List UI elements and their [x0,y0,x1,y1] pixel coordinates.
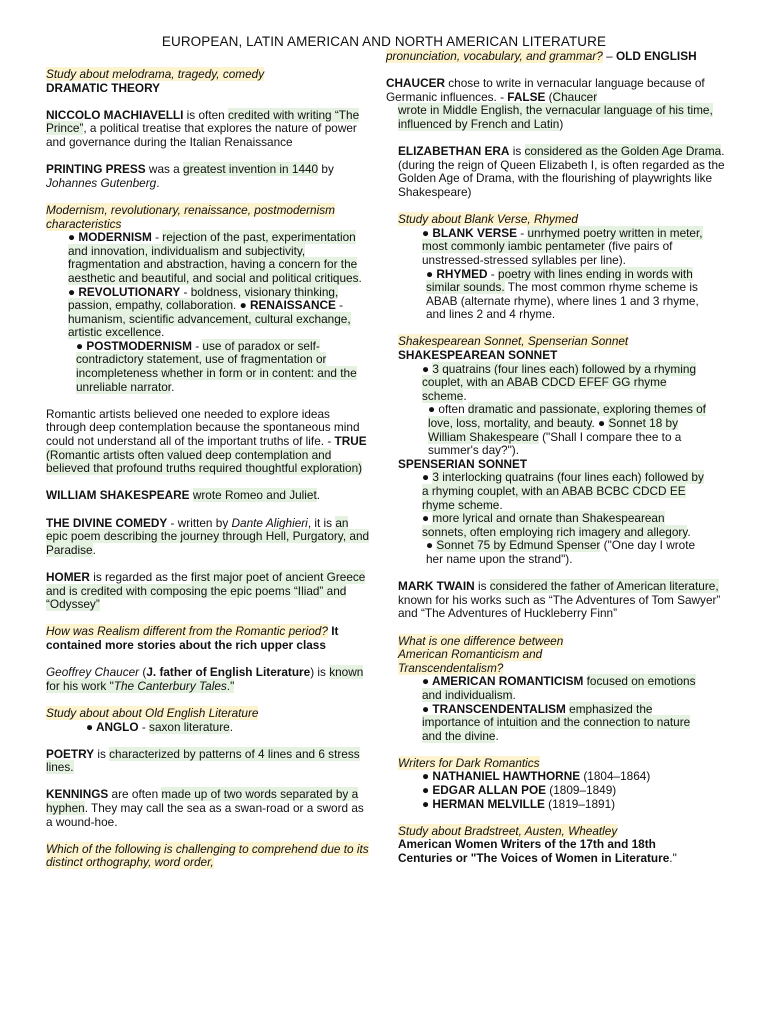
text: ) [559,116,564,131]
term: ● BLANK VERSE [422,225,517,240]
text: . They may call the sea as a swan-road or a sword as a wound-hoe. [46,801,364,829]
note-dark-romantics [386,757,726,811]
highlight: rejection of the past, experimentation and innovation, individualism and subjectivity, fragmentation and abstraction, having a concern for the aesthetic and beautiful, and social and political critiques [68,230,359,285]
list-item [398,798,726,812]
term: ● REVOLUTIONARY [68,284,181,299]
highlight: wrote Romeo and Juliet [192,488,317,503]
author-name: ● EDGAR ALLAN POE [422,783,547,798]
note-chaucer [46,666,370,693]
note-romantic-artists [46,408,370,476]
highlight: made up of two words separated by a hyphen [46,787,359,816]
text: . [92,542,96,557]
text: ." [226,678,235,693]
highlight: poetry with lines ending in words with similar sounds. [426,266,693,295]
term: ● POSTMODERNISM [76,338,192,353]
note-kennings [46,788,370,829]
text: ● [422,361,433,376]
highlight: credited with writing “The Prince” [46,107,360,136]
text: ( [139,665,147,680]
bullet-spenserian-example [398,539,726,566]
term: THE DIVINE COMEDY [46,515,168,530]
text: is [509,144,525,159]
text: - [151,230,163,245]
study-question: Study about about Old English Literature [46,705,259,720]
study-question: Writers for Dark Romantics [398,755,540,770]
note-old-english-answer [386,50,726,64]
text: . [463,388,467,403]
work-title: The Canterbury Tales [113,678,227,693]
note-machiavelli [46,109,370,150]
study-question: Shakespearean Sonnet, Spenserian Sonnet [398,334,629,349]
text: is [94,746,110,761]
highlight: focused on emotions and individualism [422,674,696,702]
bullet-revolutionary [46,286,370,340]
answer: TRUE [334,434,367,449]
bullet-rhymed [398,268,726,322]
study-question: pronunciation, vocabulary, and grammar? [386,49,603,63]
highlight: an epic poem describing the journey through Hell, Purgatory, and Paradise [46,515,370,557]
text: chose to write in vernacular language because of Germanic influences. - [386,76,705,104]
note-shakespeare [46,489,370,503]
highlight: use of paradox or self-contradictory statement, use of fragmentation or incompleteness whether in form or in content: and the unreliable narrator [76,338,357,394]
study-question: How was Realism different from the Romantic period? [46,624,328,639]
term: KENNINGS [46,787,109,802]
text: - written by [167,515,232,530]
term: ELIZABETHAN ERA [398,144,510,159]
author-dates: (1809–1849) [546,783,617,798]
answer: It contained more stories about the rich upper class [46,624,339,652]
note-printing-press [46,163,370,190]
author-name: Dante Alighieri [231,515,308,530]
text: . [316,488,321,503]
note-dramatic-theory [46,68,370,95]
bullet-anglo [46,721,370,735]
term: HOMER [46,569,90,584]
text: Romantic artists believed one needed to explore ideas through deep contemplation because the spontaneous mind could not understand all of the important truths of life. - [46,406,360,449]
text: - [516,225,528,240]
note-chaucer-vernacular [386,77,726,131]
text: is [474,579,490,594]
study-question: Study about Blank Verse, Rhymed [398,212,578,227]
text: . [499,497,503,512]
text: ● [422,511,433,526]
text: , it is [307,515,336,530]
term: MARK TWAIN [398,579,475,594]
note-homer [46,571,370,612]
text: . [495,728,499,743]
text: - [138,719,150,734]
bullet-spenserian-form [398,471,726,512]
note-american-romanticism [386,635,726,744]
answer: American Women Writers of the 17th and 18th Centuries or "The Voices of Women in Literature [398,837,670,866]
bullet-spenserian-style [398,512,726,539]
highlight: (Romantic artists often valued deep contemplation and believed that profound truths required thoughtful exploration) [46,447,363,476]
bullet-shakespearean-form [398,363,726,404]
bullet-transcendentalism [398,703,726,744]
text: ● often [428,402,468,417]
text: . (during the reign of Queen Elizabeth I, is often regarded as the Golden Age of Drama, with the flourishing of playwrights like Shakespeare) [398,144,725,199]
answer: SHAKESPEAREAN SONNET [398,348,558,363]
note-sonnets [386,335,726,457]
highlight: Sonnet 75 by Edmund Spenser [436,538,601,553]
text: ("One day I wrote her name upon the strand"). [426,538,696,566]
study-question: Modernism, revolutionary, renaissance, postmodernism characteristics [46,202,335,231]
note-movements [46,204,370,394]
term: ● MODERNISM [68,230,152,245]
term: SPENSERIAN SONNET [398,456,528,471]
list-item [398,784,726,798]
note-verse [386,213,726,322]
text: - [335,298,344,313]
highlight: greatest invention in 1440 [183,162,319,177]
highlight: humanism, scientific advancement, cultural exchange, artistic excellence [68,311,351,340]
text: . [512,687,516,702]
text: The most common rhyme scheme is ABAB (alternate rhyme), where lines 1 and 3 rhyme, and lines 2 and 4 rhyme. [426,280,699,322]
answer: OLD ENGLISH [615,49,697,63]
highlight: unrhymed poetry written in meter, most commonly iambic pentameter [422,225,703,254]
highlight: Chaucer [552,89,598,104]
bullet-modernism [46,231,370,285]
text: – [602,49,616,63]
highlight: dramatic and passionate, exploring themes of love, loss, mortality, and beauty [428,402,706,431]
text: ● [426,538,437,553]
author-name: Geoffrey Chaucer [46,665,140,680]
bullet-american-romanticism [398,675,726,702]
note-poetry [46,748,370,775]
bullet-blank-verse [398,227,726,268]
author-name: ● HERMAN MELVILLE [422,796,545,811]
text: (five pairs of unstressed-stressed syllables per line). [422,239,673,267]
term: CHAUCER [386,76,445,91]
highlight: considered the father of American literature, [489,579,719,594]
text: known for his work " [46,665,364,693]
text: . [156,175,160,190]
answer: FALSE [507,89,546,104]
term: ● ANGLO [86,719,139,734]
text: . [687,524,691,539]
list-item [398,770,726,784]
highlight: saxon literature [149,719,230,734]
note-divine-comedy [46,517,370,558]
text: known for his works such as “The Adventures of Tom Sawyer” and “The Adventures of Huckleberry Finn” [398,592,721,621]
text: ." [669,851,677,866]
text: by [318,162,334,177]
term: ● AMERICAN ROMANTICISM [422,674,584,689]
text: is regarded as the [89,569,191,584]
text: . ● [591,416,609,431]
note-spenserian [386,458,726,567]
text: . ● [233,298,251,313]
text: are often [108,787,162,802]
highlight: 3 quatrains (four lines each) followed by a rhyming couplet, with an ABAB CDCD EFEF GG rhyme scheme [422,361,697,403]
term: J. father of English Literature [146,665,311,680]
note-mark-twain [386,580,726,621]
highlight: emphasized the importance of intuition and the connection to nature and the divine [422,701,691,743]
highlight: 3 interlocking quatrains (four lines each) followed by a rhyming couplet, with an ABAB BCBC CDCD EE rhyme scheme [422,470,704,512]
author-name: Johannes Gutenberg [46,175,157,190]
term: NICCOLO MACHIAVELLI [46,107,184,122]
page-title: EUROPEAN, LATIN AMERICAN AND NORTH AMERICAN LITERATURE [161,34,607,49]
note-women-writers [386,825,726,866]
highlight: wrote in Middle English, the vernacular language of his time, influenced by French and Latin [398,103,713,131]
text: . [358,270,362,285]
text: - [191,338,203,353]
text: was a [145,162,184,177]
bullet-shakespearean-themes [398,403,726,457]
text: ( [545,89,553,104]
highlight: Sonnet 18 by William Shakespeare [428,416,678,444]
text: . [229,719,233,734]
study-question: What is one difference between American Romanticism and Transcendentalism? [398,633,564,675]
term: ● RHYMED [426,266,488,281]
text: - [487,266,499,281]
note-elizabethan [386,145,726,199]
highlight: more lyrical and ornate than Shakespearean sonnets, often employing rich imagery and allegory [422,511,688,539]
text: ("Shall I compare thee to a summer's day?"). [428,429,682,458]
term: RENAISSANCE [250,298,336,313]
highlight: first major poet of ancient Greece and is credited with composing the epic poems “Iliad” and “Odyssey” [46,569,366,612]
text: . [171,379,175,394]
text: - [180,284,191,299]
study-question: Study about melodrama, tragedy, comedy [46,67,265,81]
note-orthography-question [46,843,370,870]
note-old-english [46,707,370,734]
text: . [161,325,165,340]
answer: DRAMATIC THEORY [46,80,161,95]
term: PRINTING PRESS [46,162,146,177]
text: , a political treatise that explores the nature of power and governance during the Italian Renaissance [46,121,357,149]
author-dates: (1819–1891) [544,796,616,811]
text: ● [422,470,433,485]
term: WILLIAM SHAKESPEARE [46,488,190,503]
author-name: ● NATHANIEL HAWTHORNE [422,769,581,784]
text: ) is [310,665,330,680]
term: ● TRANSCENDENTALISM [422,701,566,716]
highlight: characterized by patterns of 4 lines and 6 stress lines. [46,746,360,775]
author-dates: (1804–1864) [580,769,651,784]
term: POETRY [46,746,95,761]
indented-text [386,104,726,131]
right-column [386,50,726,866]
study-question: Which of the following is challenging to comprehend due to its distinct orthography, word order, [46,841,369,870]
highlight: boldness, visionary thinking, passion, empathy, collaboration [68,284,339,313]
study-question: Study about Bradstreet, Austen, Wheatley [398,823,618,838]
highlight: considered as the Golden Age Drama [524,144,722,159]
bullet-postmodernism [46,340,370,394]
left-column [46,68,370,870]
text: is often [183,107,228,122]
note-realism [46,625,370,652]
